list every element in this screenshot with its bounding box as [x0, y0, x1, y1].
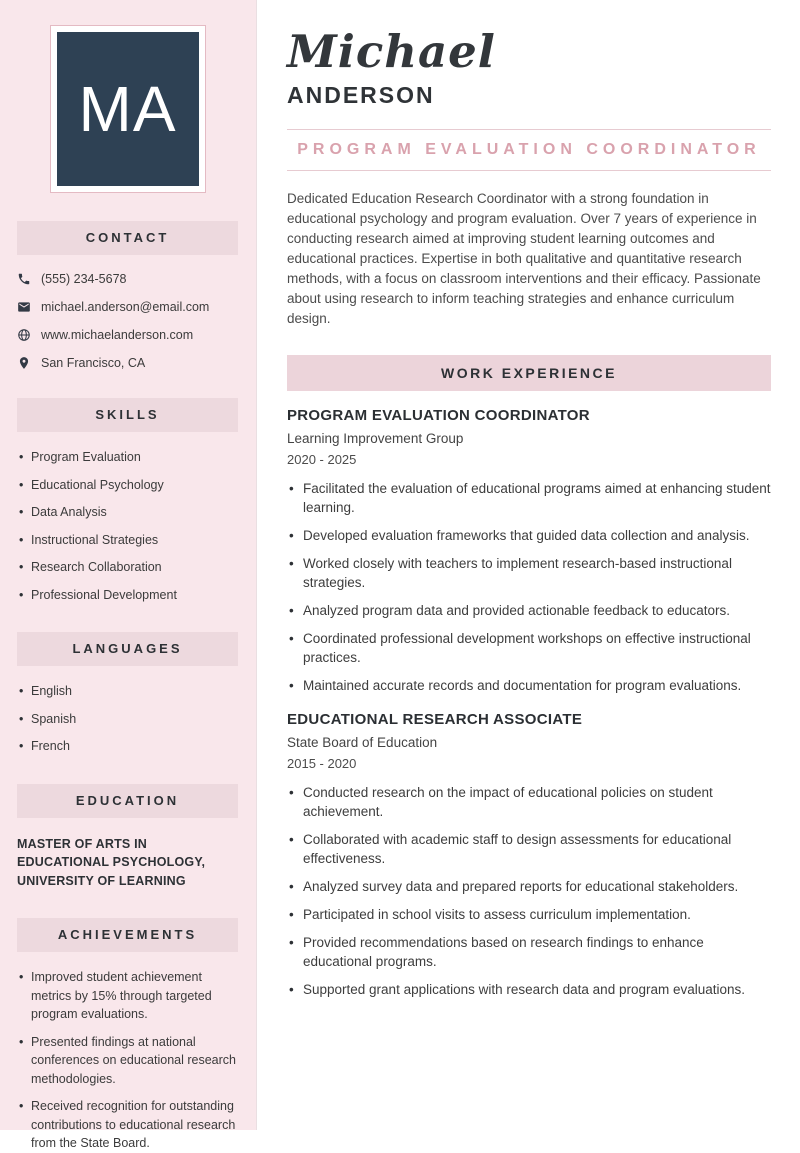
first-name: Michael: [287, 25, 496, 78]
sidebar: [0, 0, 257, 1150]
last-name: ANDERSON: [287, 82, 435, 108]
main-content: [257, 0, 800, 1130]
skill-item: • Research Collaboration: [17, 558, 238, 577]
language-item: • French: [17, 737, 238, 756]
job-bullet: • Analyzed survey data and prepared reports for educational stakeholders.: [287, 877, 771, 896]
contact-list: [17, 272, 238, 370]
contact-location-value: San Francisco, CA: [41, 356, 146, 370]
education-degree: MASTER OF ARTS IN EDUCATIONAL PSYCHOLOGY, UNIVERSITY OF LEARNING: [17, 836, 206, 888]
job-bullet: • Collaborated with academic staff to design assessments for educational effectiveness.: [287, 830, 771, 868]
email-icon: [17, 300, 31, 314]
job-title-band: [287, 129, 771, 171]
summary-text: Dedicated Education Research Coordinator with a strong foundation in educational psychology and program evaluation. Over 7 years of experience in conducting research aimed at improving student learning outcomes and educational practices. Expertise in both qualitative and quantitative research methods, with a focus on classroom interventions and their efficacy. Passionate about using research to inform teaching strategies and enhance curriculum design.: [287, 191, 761, 326]
contact-email-value: michael.anderson@email.com: [41, 300, 210, 314]
skill-item: • Data Analysis: [17, 503, 238, 522]
job-bullet: • Supported grant applications with research data and program evaluations.: [287, 980, 771, 999]
skill-item: • Professional Development: [17, 586, 238, 605]
job-2-company: State Board of Education: [287, 735, 438, 750]
contact-phone-value: (555) 234-5678: [41, 272, 127, 286]
job-2-dates: 2015 - 2020: [287, 756, 357, 771]
job-title: PROGRAM EVALUATION COORDINATOR: [297, 141, 761, 158]
job-bullet: • Coordinated professional development workshops on effective instructional practices.: [287, 629, 771, 667]
job-bullet: • Analyzed program data and provided actionable feedback to educators.: [287, 601, 771, 620]
achievement-item: • Improved student achievement metrics by 15% through targeted program evaluations.: [17, 968, 238, 1024]
languages-list: [17, 682, 238, 756]
profile-photo-frame: [50, 25, 206, 193]
job-bullet: • Conducted research on the impact of educational policies on student achievement.: [287, 783, 771, 821]
job-1-title: PROGRAM EVALUATION COORDINATOR: [287, 407, 590, 424]
job-bullet: • Maintained accurate records and documentation for program evaluations.: [287, 676, 771, 695]
job-bullet: • Provided recommendations based on research findings to enhance educational programs.: [287, 933, 771, 971]
job-entry-1: [287, 407, 771, 695]
achievement-item: • Presented findings at national conferences on educational research methodologies.: [17, 1033, 238, 1089]
achievements-list: [17, 968, 238, 1153]
achievements-section-header: ACHIEVEMENTS: [17, 918, 238, 952]
contact-section-header: CONTACT: [17, 221, 238, 255]
phone-icon: [17, 272, 31, 286]
contact-website-value: www.michaelanderson.com: [41, 328, 194, 342]
skills-list: [17, 448, 238, 604]
profile-initials: MA: [57, 32, 199, 186]
language-item: • Spanish: [17, 710, 238, 729]
contact-row-location: [17, 356, 238, 370]
job-1-company: Learning Improvement Group: [287, 431, 464, 446]
skill-item: • Program Evaluation: [17, 448, 238, 467]
contact-row-phone: [17, 272, 238, 286]
skill-item: • Educational Psychology: [17, 476, 238, 495]
education-section-header: EDUCATION: [17, 784, 238, 818]
job-1-bullets: [287, 479, 771, 695]
job-1-dates: 2020 - 2025: [287, 452, 357, 467]
languages-section-header: LANGUAGES: [17, 632, 238, 666]
job-bullet: • Worked closely with teachers to implement research-based instructional strategies.: [287, 554, 771, 592]
job-bullet: • Participated in school visits to assess curriculum implementation.: [287, 905, 771, 924]
job-bullet: • Developed evaluation frameworks that guided data collection and analysis.: [287, 526, 771, 545]
skills-section-header: SKILLS: [17, 398, 238, 432]
job-2-bullets: [287, 783, 771, 999]
skill-item: • Instructional Strategies: [17, 531, 238, 550]
job-2-title: EDUCATIONAL RESEARCH ASSOCIATE: [287, 711, 583, 728]
work-experience-header: WORK EXPERIENCE: [287, 355, 771, 391]
language-item: • English: [17, 682, 238, 701]
globe-icon: [17, 328, 31, 342]
contact-row-website: [17, 328, 238, 342]
contact-row-email: [17, 300, 238, 314]
job-bullet: • Facilitated the evaluation of educational programs aimed at enhancing student learning.: [287, 479, 771, 517]
achievement-item: • Received recognition for outstanding contributions to educational research from the State Board.: [17, 1097, 238, 1153]
location-icon: [17, 356, 31, 370]
job-entry-2: [287, 711, 771, 999]
